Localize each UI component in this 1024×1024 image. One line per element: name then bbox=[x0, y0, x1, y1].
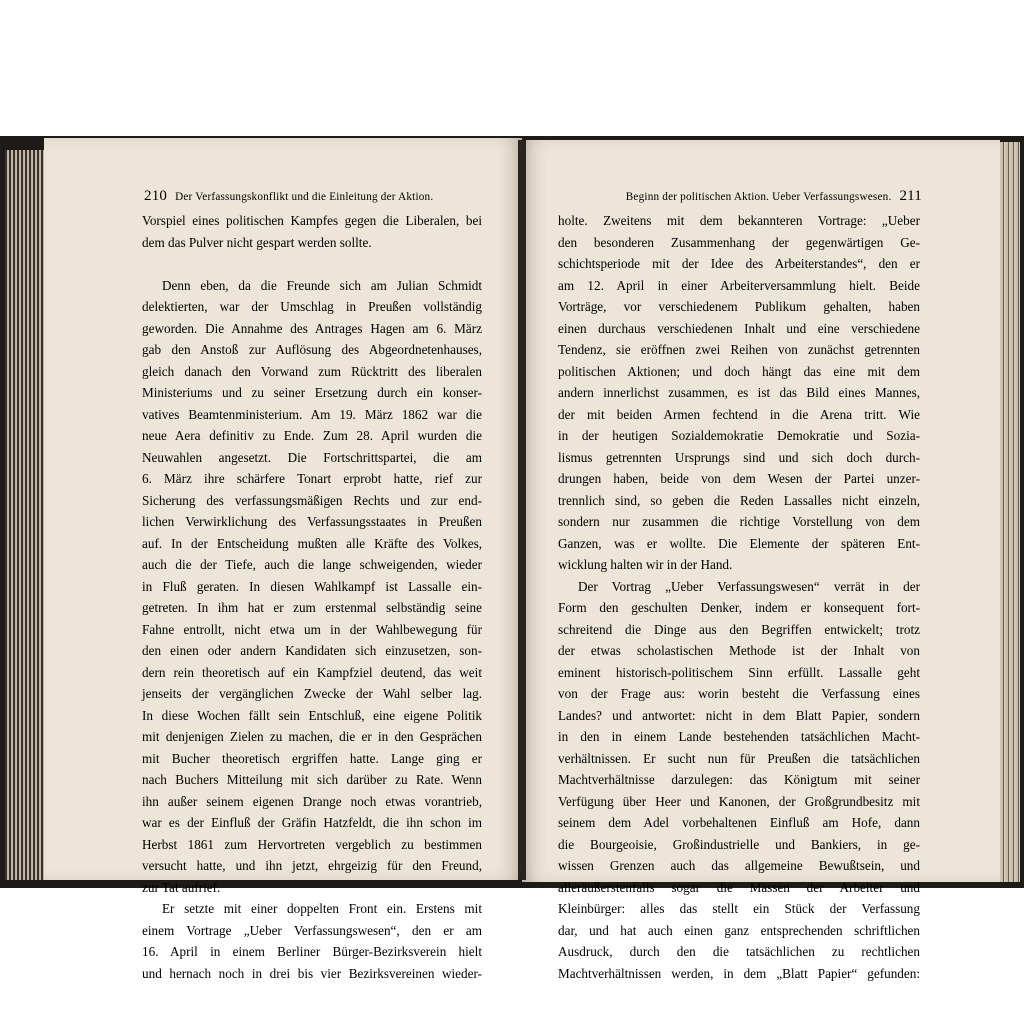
text-line: nach Buchers Mitteilung mit sich darüber zu Rate. Wenn bbox=[142, 772, 482, 787]
text-line: Denn eben, da die Freunde sich am Julian Schmidt bbox=[162, 277, 482, 293]
text-line: die Bourgeoisie, Großindustrielle und Bankiers, in ge- bbox=[558, 836, 920, 852]
text-line: politischen Aktionen; und doch hängt das eine mit dem bbox=[558, 363, 920, 379]
text-line: gleich danach den Vorwand zum Rücktritt des liberalen bbox=[142, 363, 482, 379]
text-line: verhältnissen. Er sucht nun für Preußen die tatsächlichen bbox=[558, 750, 920, 766]
text-line: und hernach noch in drei bis vier Bezirksvereinen wieder- bbox=[142, 965, 482, 981]
text-line: Der Vortrag „Ueber Verfassungswesen“ verrät in der bbox=[578, 578, 920, 594]
paragraph bbox=[558, 210, 920, 576]
paragraph bbox=[142, 210, 482, 253]
text-line: ihn außer seinem eigenen Drange noch etwas vorantrieb, bbox=[142, 793, 482, 809]
text-line: schreitend die Dinge aus den Begriffen entwickelt; trotz bbox=[558, 621, 920, 637]
text-line: Form den geschulten Denker, indem er konsequent fort- bbox=[558, 600, 920, 615]
text-line: neue Aera definitiv zu Ende. Zum 28. April wurden die bbox=[142, 428, 482, 443]
text-line: Neuwahlen angesetzt. Die Fortschrittspartei, die am bbox=[142, 449, 482, 465]
text-line: gab den Anstoß zur Auflösung des Abgeordnetenhauses, bbox=[142, 342, 482, 357]
text-line: dem das Pulver nicht gespart werden sollte. bbox=[142, 234, 372, 250]
text-line: dern rein theoretisch auf ein Kampfziel deutend, das weit bbox=[142, 664, 482, 680]
text-line: getreten. In ihm hat er zum erstenmal selbständig seine bbox=[142, 600, 482, 615]
left-page-edges bbox=[5, 150, 47, 880]
text-line: in den in einem Lande bestehenden tatsächlichen Macht- bbox=[558, 729, 920, 744]
text-line: geworden. Die Annahme des Antrages Hagen am 6. März bbox=[142, 320, 482, 336]
text-line: holte. Zweitens mit dem bekannteren Vortrage: „Ueber bbox=[558, 213, 920, 228]
text-line: Ausdruck, durch den die tatsächlichen zu rechtlichen bbox=[558, 944, 920, 959]
text-line: eminent historisch-politischem Sinn erfüllt. Lassalle geht bbox=[558, 664, 920, 680]
text-line: Sicherung des verfassungsmäßigen Rechts und zur end- bbox=[142, 492, 482, 508]
left-running-head: Der Verfassungskonflikt und die Einleitung der Aktion. bbox=[175, 191, 434, 203]
left-running-header bbox=[144, 188, 502, 205]
text-line: Vorspiel eines politischen Kampfes gegen die Liberalen, bei bbox=[142, 213, 482, 228]
right-running-header bbox=[604, 188, 922, 205]
text-line: einen durchaus verschiedenen Inhalt und eine verschiedene bbox=[558, 320, 920, 336]
text-line: der mit beiden Armen fechtend in die Arena tritt. Wie bbox=[558, 406, 920, 422]
text-line: seinem dem Adel vorbehaltenen Einfluß am Hofe, dann bbox=[558, 815, 920, 830]
text-line: drungen haben, beide von dem Wesen der Partei unzer- bbox=[558, 471, 920, 486]
right-page-text bbox=[558, 210, 920, 984]
text-line: auch die der Tiefe, auch die lange schweigenden, wieder bbox=[142, 557, 482, 572]
text-line: Vorträge, vor verschiedenem Publikum gehalten, haben bbox=[558, 299, 920, 314]
text-line: andern innerlichst zusammen, es ist das Bild eines Mannes, bbox=[558, 385, 920, 400]
text-line: Er setzte mit einer doppelten Front ein. Erstens mit bbox=[162, 901, 482, 916]
text-line: Machtverhältnissen werden, in dem „Blatt Papier“ gefunden: bbox=[558, 965, 920, 981]
book-gutter bbox=[518, 140, 526, 880]
text-line: schichtsperiode mit der Idee des Arbeiterstandes“, den er bbox=[558, 256, 920, 271]
text-line: versucht hatte, und ihn jetzt, ehrgeizig für den Freund, bbox=[142, 858, 482, 873]
text-line: Machtverhältnisse darzulegen: das Königtum mit seiner bbox=[558, 772, 920, 787]
paragraph-gap bbox=[142, 253, 482, 275]
right-page-number: 211 bbox=[899, 188, 922, 204]
text-line: 16. April in einem Berliner Bürger-Bezirksverein hielt bbox=[142, 944, 482, 959]
text-line: delektierten, war der Umschlag in Preußen vollständig bbox=[142, 299, 482, 314]
text-line: jenseits der vergänglichen Zwecke der Wahl selber lag. bbox=[142, 686, 482, 701]
text-line: Ganzen, was er wollte. Die Elemente der späteren Ent- bbox=[558, 535, 920, 551]
text-line: zur Tat aufrief. bbox=[142, 879, 221, 895]
text-line: Kleinbürger: alles das stellt ein Stück der Verfassung bbox=[558, 901, 920, 916]
text-line: Herbst 1861 zum Hervortreten vergeblich zu bestimmen bbox=[142, 836, 482, 852]
text-line: lichen Verwirklichung des Verfassungsstaates in Preußen bbox=[142, 514, 482, 529]
text-line: vatives Beamtenministerium. Am 19. März 1862 war die bbox=[142, 406, 482, 422]
text-line: Ministeriums und zu seiner Ersetzung durch ein konser- bbox=[142, 385, 482, 400]
text-line: alleräußerstenfalls sogar die Massen der Arbeiter und bbox=[558, 879, 920, 895]
text-line: Verfügung über Heer und Kanonen, der Großgrundbesitz mit bbox=[558, 793, 920, 809]
left-page-number: 210 bbox=[144, 188, 168, 204]
text-line: sondern nur zusammen die richtige Vorstellung von dem bbox=[558, 514, 920, 529]
text-line: den besonderen Zusammenhang der gegenwärtigen Ge- bbox=[558, 234, 920, 250]
text-line: in Fluß geraten. In diesen Wahlkampf ist Lassalle ein- bbox=[142, 578, 482, 594]
text-line: war es der Einfluß der Gräfin Hatzfeldt, die ihn schon im bbox=[142, 815, 482, 830]
text-line: auf. In der Entscheidung mußten alle Kräfte des Volkes, bbox=[142, 535, 482, 551]
text-line: In diese Wochen fällt sein Entschluß, eine eigene Politik bbox=[142, 707, 482, 723]
left-page-text bbox=[142, 210, 482, 984]
paragraph bbox=[142, 898, 482, 984]
text-line: wissen Grenzen auch das allgemeine Bewußtsein, und bbox=[558, 858, 920, 873]
text-line: den einen oder andern Kandidaten sich einzusetzen, son- bbox=[142, 643, 482, 658]
text-line: in der heutigen Sozialdemokratie Demokratie und Sozia- bbox=[558, 428, 920, 443]
text-line: Tendenz, sie eröffnen zwei Reihen von zunächst getrennten bbox=[558, 342, 920, 357]
text-line: lismus getrennten Ursprungs sind und sich doch durch- bbox=[558, 449, 920, 465]
text-line: Landes? und antwortet: nicht in dem Blatt Papier, sondern bbox=[558, 707, 920, 723]
paragraph bbox=[142, 275, 482, 899]
text-line: der etwas scholastischen Methode ist der Inhalt von bbox=[558, 643, 920, 658]
text-line: mit Bucher theoretisch ergriffen hatte. Lange ging er bbox=[142, 750, 482, 766]
text-line: 6. März ihre schärfere Tonart erprobt hatte, rief zur bbox=[142, 471, 482, 486]
paragraph bbox=[558, 576, 920, 985]
text-line: am 12. April in einer Arbeiterversammlung hielt. Beide bbox=[558, 277, 920, 293]
right-running-head: Beginn der politischen Aktion. Ueber Verfassungswesen. bbox=[625, 191, 892, 203]
text-line: trennlich sind, so geben die Reden Lassalles nicht einzeln, bbox=[558, 492, 920, 508]
text-line: von der Frage aus: worin besteht die Verfassung eines bbox=[558, 686, 920, 701]
text-line: dar, und hat auch einen ganz entsprechenden schriftlichen bbox=[558, 922, 920, 938]
text-line: Fahne entrollt, nicht etwa um in der Wahlbewegung für bbox=[142, 621, 482, 637]
text-line: wicklung halten wir in der Hand. bbox=[558, 557, 733, 572]
text-line: mit denjenigen Zielen zu machen, die er in den Gesprächen bbox=[142, 729, 482, 744]
text-line: einem Vortrage „Ueber Verfassungswesen“, den er am bbox=[142, 922, 482, 938]
